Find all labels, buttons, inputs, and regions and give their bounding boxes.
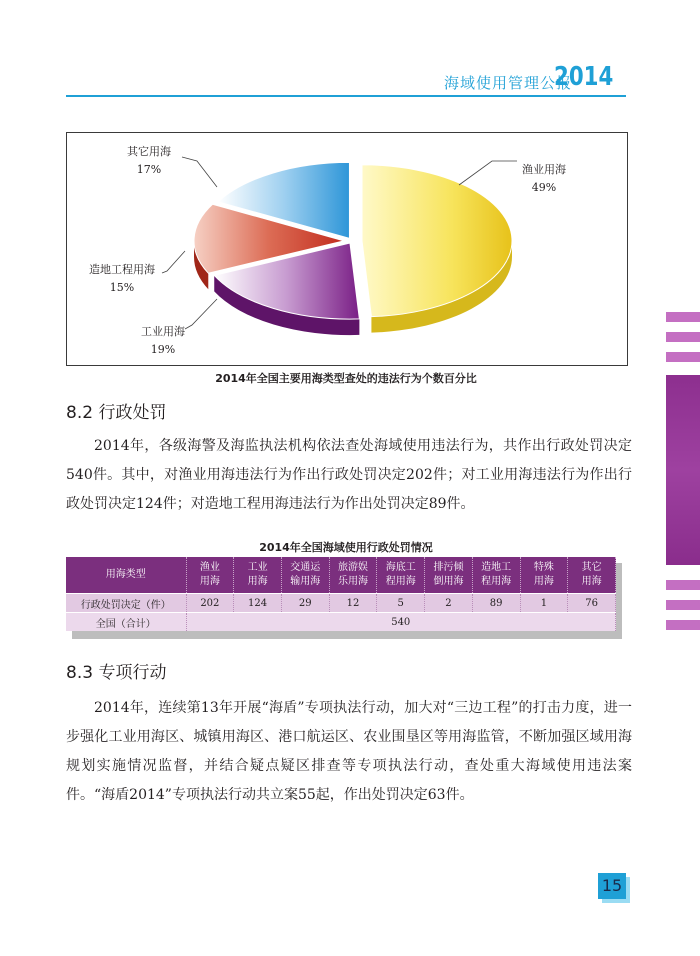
pie-leader-line-other <box>182 157 217 187</box>
table-header-cell: 工业 用海 <box>234 557 282 594</box>
page-number: 15 <box>598 873 626 899</box>
table-cell: 1 <box>520 594 568 613</box>
table-header-cell: 特殊 用海 <box>520 557 568 594</box>
table-header-cell: 渔业 用海 <box>186 557 234 594</box>
pie-chart-frame <box>66 132 628 366</box>
table-cell: 29 <box>281 594 329 613</box>
pie-leader-line-industrial <box>185 299 217 329</box>
pie-value-label: 49% <box>531 181 557 194</box>
table-row <box>66 594 616 613</box>
band-stripe <box>666 312 700 322</box>
table-total-value: 540 <box>186 613 616 632</box>
table-cell: 12 <box>329 594 377 613</box>
table-header-cell: 排污倾 倒用海 <box>425 557 473 594</box>
band-stripe <box>666 332 700 342</box>
table-cell: 202 <box>186 594 234 613</box>
pie-label-industrial <box>141 323 185 359</box>
table-total-row <box>66 613 616 632</box>
table-cell: 5 <box>377 594 425 613</box>
table-header-cell: 用海类型 <box>66 557 186 594</box>
band-stripe <box>666 600 700 610</box>
table-caption: 2014年全国海域使用行政处罚情况 <box>259 541 433 554</box>
admin-penalty-paragraph: 2014年，各级海警及海监执法机构依法查处海域使用违法行为，共作出行政处罚决定540件。其中，对渔业用海违法行为作出行政处罚决定202件；对工业用海违法行为作出行政处罚决定124件；对造地工程用海违法行为作出处罚决定89件。 <box>66 438 632 512</box>
table-header-row <box>66 557 616 594</box>
pie-leader-line-reclamation <box>162 251 185 273</box>
pie-label-other <box>127 143 171 179</box>
chart-caption: 2014年全国主要用海类型查处的违法行为个数百分比 <box>215 372 477 385</box>
table-header-cell: 交通运 输用海 <box>281 557 329 594</box>
publication-title: 海域使用管理公报 <box>443 74 572 92</box>
table-header-cell: 其它 用海 <box>568 557 616 594</box>
header-rule <box>66 95 626 97</box>
table-header-cell: 海底工 程用海 <box>377 557 425 594</box>
pie-value-label: 19% <box>150 343 176 356</box>
pie-category-label: 工业用海 <box>141 325 185 338</box>
table-cell: 76 <box>568 594 616 613</box>
table-header-cell: 旅游娱 乐用海 <box>329 557 377 594</box>
pie-leader-line-fishery <box>459 161 517 185</box>
section-heading-admin-penalty: 8.2 行政处罚 <box>66 403 167 423</box>
publication-year: 2014 <box>553 62 613 92</box>
pie-category-label: 造地工程用海 <box>89 263 155 276</box>
penalty-table-wrap <box>66 557 616 631</box>
pie-value-label: 17% <box>136 163 162 176</box>
table-cell: 124 <box>234 594 282 613</box>
table-cell: 2 <box>425 594 473 613</box>
pie-category-label: 渔业用海 <box>522 163 566 176</box>
pie-category-label: 其它用海 <box>127 145 171 158</box>
special-action-paragraph: 2014年，连续第13年开展“海盾”专项执法行动，加大对“三边工程”的打击力度，进一步强化工业用海区、城镇用海区、港口航运区、农业围垦区等用海监管，不断加强区域用海规划实施情况监督，并结合疑点疑区排查等专项执法行动，查处重大海域使用违法案件。“海盾2014”专项执法行动共立案55起，作出处罚决定63件。 <box>66 700 632 803</box>
pie-label-reclamation <box>89 261 155 297</box>
band-stripe <box>666 580 700 590</box>
table-header-cell: 造地工 程用海 <box>472 557 520 594</box>
pie-value-label: 15% <box>109 281 135 294</box>
table-cell: 89 <box>472 594 520 613</box>
band-solid <box>666 375 700 565</box>
penalty-table <box>66 557 616 631</box>
band-stripe <box>666 352 700 362</box>
side-decoration-band <box>666 312 700 630</box>
section-heading-special-action: 8.3 专项行动 <box>66 663 167 683</box>
pie-label-fishery <box>522 161 566 197</box>
table-row-label: 行政处罚决定（件） <box>66 594 186 613</box>
band-stripe <box>666 620 700 630</box>
table-total-label: 全国（合计） <box>66 613 186 632</box>
